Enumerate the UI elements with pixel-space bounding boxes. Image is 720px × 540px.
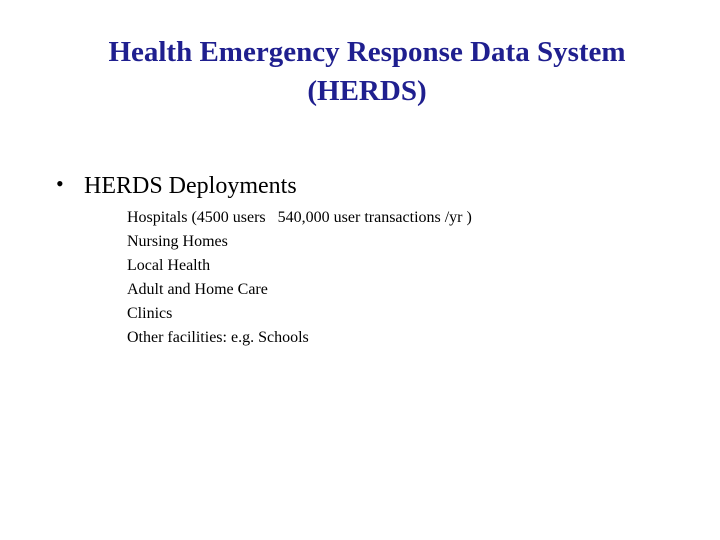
slide-title: [0, 33, 720, 111]
list-item: Hospitals (4500 users 540,000 user transactions /yr ): [127, 209, 472, 226]
list-item: Other facilities: e.g. Schools: [127, 329, 309, 346]
title-line-2: (HERDS): [307, 75, 427, 107]
list-item: Nursing Homes: [127, 233, 228, 250]
bullet-dot-icon: •: [56, 171, 64, 196]
list-item: Local Health: [127, 257, 211, 274]
title-line-1: Health Emergency Response Data System: [108, 36, 626, 68]
bullet-text: HERDS Deployments: [84, 173, 297, 199]
list-item: Adult and Home Care: [127, 281, 268, 298]
list-item: Clinics: [127, 305, 173, 322]
deployment-list: [127, 206, 472, 350]
